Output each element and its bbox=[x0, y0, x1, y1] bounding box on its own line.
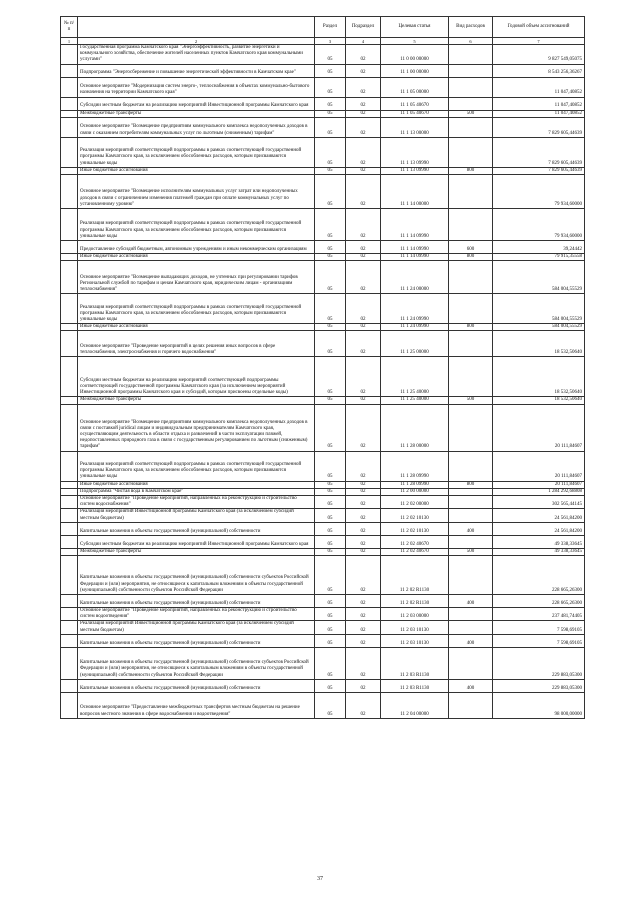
row-expense-type: 400 bbox=[449, 634, 493, 647]
row-number bbox=[61, 481, 78, 488]
row-name: Межбюджетные трансферты bbox=[78, 397, 315, 404]
row-name: Капитальные вложения в объекты государственной (муниципальной) собственности bbox=[78, 595, 315, 608]
row-target-article: 11 1 24 00000 bbox=[381, 261, 449, 294]
header-index: 7 bbox=[493, 38, 585, 45]
row-subsection: 02 bbox=[346, 647, 381, 679]
row-number bbox=[61, 548, 78, 555]
row-target-article: 11 1 05 40670 bbox=[381, 110, 449, 117]
row-amount: 18 532,50640 bbox=[493, 357, 585, 397]
row-target-article: 11 1 14 00000 bbox=[381, 175, 449, 209]
row-target-article: 11 2 03 R1130 bbox=[381, 679, 449, 692]
header-name bbox=[78, 17, 315, 38]
row-expense-type bbox=[449, 209, 493, 241]
table-row bbox=[61, 254, 585, 261]
row-subsection: 02 bbox=[346, 621, 381, 634]
row-name: Подпрограмма "Чистая вода в Камчатском крае" bbox=[78, 488, 315, 495]
budget-table-page bbox=[60, 16, 584, 719]
row-name: Субсидии местным бюджетам на реализацию мероприятий Инвестиционной программы Камчатского края bbox=[78, 97, 315, 110]
header-annual-amount: Годовой объем ассигнований bbox=[493, 17, 585, 38]
row-expense-type bbox=[449, 97, 493, 110]
row-subsection: 02 bbox=[346, 548, 381, 555]
row-subsection: 02 bbox=[346, 77, 381, 97]
page-number: 37 bbox=[317, 876, 323, 882]
row-section: 05 bbox=[315, 254, 346, 261]
row-amount: 49 338,33645 bbox=[493, 535, 585, 548]
row-expense-type bbox=[449, 64, 493, 77]
row-number bbox=[61, 77, 78, 97]
row-section: 05 bbox=[315, 535, 346, 548]
table-row bbox=[61, 509, 585, 522]
row-expense-type bbox=[449, 175, 493, 209]
row-name: Межбюджетные трансферты bbox=[78, 548, 315, 555]
row-number bbox=[61, 621, 78, 634]
row-name: Реализация мероприятий соответствующей подпрограммы в рамках соответствующей государственной программы Камчатского края, за исключением обособленных расходов, которым присваиваются уникальные коды bbox=[78, 137, 315, 167]
row-section: 05 bbox=[315, 692, 346, 718]
row-name: Подпрограмма "Энергосбережение и повышение энергетической эффективности в Камчатском крае" bbox=[78, 64, 315, 77]
table-row bbox=[61, 45, 585, 65]
table-row bbox=[61, 647, 585, 679]
row-amount: 18 532,50640 bbox=[493, 397, 585, 404]
row-subsection: 02 bbox=[346, 97, 381, 110]
row-target-article: 11 2 03 10130 bbox=[381, 621, 449, 634]
header-expense-type: Вид расходов bbox=[449, 17, 493, 38]
row-target-article: 11 1 05 40670 bbox=[381, 97, 449, 110]
row-section: 05 bbox=[315, 397, 346, 404]
table-row bbox=[61, 64, 585, 77]
row-number bbox=[61, 110, 78, 117]
row-expense-type: 500 bbox=[449, 548, 493, 555]
row-name: Реализация мероприятий соответствующей подпрограммы в рамках соответствующей государственной программы Камчатского края, за исключением обособленных расходов, которым присваиваются уникальные коды bbox=[78, 209, 315, 241]
row-expense-type bbox=[449, 496, 493, 509]
table-row bbox=[61, 137, 585, 167]
row-expense-type bbox=[449, 357, 493, 397]
row-section: 05 bbox=[315, 117, 346, 137]
row-target-article: 11 2 02 R1130 bbox=[381, 595, 449, 608]
row-target-article: 11 1 13 09990 bbox=[381, 167, 449, 174]
row-name: Капитальные вложения в объекты государственной (муниципальной) собственности субъектов Российской Федерации и (или) мероприятия, не относящиеся к капитальным вложениям в объекты государственной (муниципальной) собственности субъектов Российской Федерации bbox=[78, 556, 315, 595]
row-name: Реализация мероприятий соответствующей подпрограммы в рамках соответствующей государственной программы Камчатского края, за исключением обособленных расходов, которым присваиваются уникальные коды bbox=[78, 294, 315, 324]
row-target-article: 11 2 03 00000 bbox=[381, 608, 449, 621]
row-section: 05 bbox=[315, 481, 346, 488]
table-row bbox=[61, 488, 585, 495]
row-target-article: 11 1 14 09990 bbox=[381, 254, 449, 261]
row-name: Предоставление субсидий бюджетным, автономным учреждениям и иным некоммерческим организациям bbox=[78, 241, 315, 254]
row-target-article: 11 1 24 09990 bbox=[381, 294, 449, 324]
row-amount: 24 561,84200 bbox=[493, 509, 585, 522]
row-subsection: 02 bbox=[346, 167, 381, 174]
row-section: 05 bbox=[315, 357, 346, 397]
row-name: Основное мероприятие "Возмещение исполнителям коммунальных услуг затрат или недополученных доходов в связи с ограничением изменения платежей граждан при оплате коммунальных услуг по установленному уровню" bbox=[78, 175, 315, 209]
row-section: 05 bbox=[315, 679, 346, 692]
row-target-article: 11 1 14 09990 bbox=[381, 209, 449, 241]
row-number bbox=[61, 488, 78, 495]
row-subsection: 02 bbox=[346, 488, 381, 495]
row-section: 05 bbox=[315, 451, 346, 481]
row-section: 05 bbox=[315, 294, 346, 324]
table-row bbox=[61, 357, 585, 397]
row-subsection: 02 bbox=[346, 509, 381, 522]
row-amount: 9 827 549,05075 bbox=[493, 45, 585, 65]
row-number bbox=[61, 451, 78, 481]
row-target-article: 11 2 04 00000 bbox=[381, 692, 449, 718]
row-section: 05 bbox=[315, 167, 346, 174]
row-section: 05 bbox=[315, 175, 346, 209]
table-row bbox=[61, 451, 585, 481]
row-number bbox=[61, 241, 78, 254]
row-amount: 18 532,50640 bbox=[493, 331, 585, 357]
row-expense-type: 400 bbox=[449, 595, 493, 608]
row-section: 05 bbox=[315, 137, 346, 167]
row-subsection: 02 bbox=[346, 254, 381, 261]
row-subsection: 02 bbox=[346, 357, 381, 397]
table-row bbox=[61, 261, 585, 294]
row-expense-type bbox=[449, 137, 493, 167]
row-expense-type bbox=[449, 556, 493, 595]
row-subsection: 02 bbox=[346, 64, 381, 77]
row-amount: 7 829 605,44639 bbox=[493, 117, 585, 137]
table-row bbox=[61, 548, 585, 555]
row-target-article: 11 2 03 10130 bbox=[381, 634, 449, 647]
row-subsection: 02 bbox=[346, 241, 381, 254]
header-target-article: Целевая статья bbox=[381, 17, 449, 38]
row-expense-type bbox=[449, 294, 493, 324]
header-subsection: Подраздел bbox=[346, 17, 381, 38]
row-amount: 7 598,69105 bbox=[493, 621, 585, 634]
table-body bbox=[61, 45, 585, 719]
row-number bbox=[61, 209, 78, 241]
row-expense-type bbox=[449, 692, 493, 718]
row-name: Основное мероприятие "Предоставление межбюджетных трансфертов местным бюджетам на решение вопросов местного значения в сфере водоснабжения и водоотведения" bbox=[78, 692, 315, 718]
row-number bbox=[61, 404, 78, 451]
row-subsection: 02 bbox=[346, 692, 381, 718]
table-row bbox=[61, 324, 585, 331]
row-subsection: 02 bbox=[346, 110, 381, 117]
row-subsection: 02 bbox=[346, 397, 381, 404]
row-amount: 7 829 605,44639 bbox=[493, 167, 585, 174]
row-amount: 7 598,69105 bbox=[493, 634, 585, 647]
row-target-article: 11 1 25 00000 bbox=[381, 331, 449, 357]
row-expense-type: 500 bbox=[449, 110, 493, 117]
row-name: Иные бюджетные ассигнования bbox=[78, 324, 315, 331]
row-amount: 11 047,40852 bbox=[493, 77, 585, 97]
row-target-article: 11 2 02 10130 bbox=[381, 522, 449, 535]
row-section: 05 bbox=[315, 509, 346, 522]
row-target-article: 11 1 13 00000 bbox=[381, 117, 449, 137]
row-expense-type bbox=[449, 77, 493, 97]
header-index: 1 bbox=[61, 38, 78, 45]
row-number bbox=[61, 45, 78, 65]
row-number bbox=[61, 496, 78, 509]
row-section: 05 bbox=[315, 261, 346, 294]
row-expense-type: 800 bbox=[449, 324, 493, 331]
row-expense-type: 400 bbox=[449, 679, 493, 692]
row-amount: 584 004,55529 bbox=[493, 294, 585, 324]
row-number bbox=[61, 167, 78, 174]
row-name: Субсидии местным бюджетам на реализацию мероприятий соответствующей подпрограммы соответствующей государственной программы Камчатского края (за исключением мероприятий Инвестиционной программы Камчатского края и субсидий, которым присвоены отдельные коды) bbox=[78, 357, 315, 397]
table-row bbox=[61, 608, 585, 621]
row-target-article: 11 1 24 09990 bbox=[381, 324, 449, 331]
row-name: Иные бюджетные ассигнования bbox=[78, 481, 315, 488]
row-name: Основное мероприятие "Модернизация систем энерго-, теплоснабжения в объектах коммунально-бытового назначения на территории Камчатского края" bbox=[78, 77, 315, 97]
row-target-article: 11 2 02 40670 bbox=[381, 548, 449, 555]
row-amount: 584 004,55529 bbox=[493, 261, 585, 294]
table-row bbox=[61, 404, 585, 451]
row-name: Реализация мероприятий Инвестиционной программы Камчатского края (за исключением субсидий местным бюджетам) bbox=[78, 621, 315, 634]
row-name: Капитальные вложения в объекты государственной (муниципальной) собственности bbox=[78, 522, 315, 535]
table-row bbox=[61, 77, 585, 97]
row-expense-type: 800 bbox=[449, 481, 493, 488]
row-number bbox=[61, 634, 78, 647]
table-row bbox=[61, 175, 585, 209]
row-target-article: 11 2 02 00000 bbox=[381, 496, 449, 509]
table-row bbox=[61, 556, 585, 595]
table-row bbox=[61, 97, 585, 110]
row-name: Иные бюджетные ассигнования bbox=[78, 254, 315, 261]
table-row bbox=[61, 209, 585, 241]
row-subsection: 02 bbox=[346, 608, 381, 621]
row-subsection: 02 bbox=[346, 595, 381, 608]
row-amount: 20 111,84607 bbox=[493, 481, 585, 488]
row-subsection: 02 bbox=[346, 404, 381, 451]
row-target-article: 11 2 00 00000 bbox=[381, 488, 449, 495]
row-section: 05 bbox=[315, 241, 346, 254]
row-number bbox=[61, 254, 78, 261]
row-amount: 1 284 292,68808 bbox=[493, 488, 585, 495]
table-row bbox=[61, 481, 585, 488]
row-expense-type bbox=[449, 404, 493, 451]
row-expense-type bbox=[449, 621, 493, 634]
table-row bbox=[61, 241, 585, 254]
row-amount: 24 561,84200 bbox=[493, 522, 585, 535]
row-number bbox=[61, 175, 78, 209]
row-target-article: 11 1 05 00000 bbox=[381, 77, 449, 97]
row-amount: 49 338,33645 bbox=[493, 548, 585, 555]
header-index: 3 bbox=[315, 38, 346, 45]
row-expense-type bbox=[449, 45, 493, 65]
row-target-article: 11 1 28 09990 bbox=[381, 451, 449, 481]
row-name: Иные бюджетные ассигнования bbox=[78, 167, 315, 174]
header-index: 6 bbox=[449, 38, 493, 45]
row-name: Межбюджетные трансферты bbox=[78, 110, 315, 117]
row-section: 05 bbox=[315, 324, 346, 331]
row-expense-type bbox=[449, 488, 493, 495]
row-subsection: 02 bbox=[346, 679, 381, 692]
row-expense-type: 800 bbox=[449, 254, 493, 261]
row-target-article: 11 1 14 09990 bbox=[381, 241, 449, 254]
table-row bbox=[61, 117, 585, 137]
row-expense-type: 400 bbox=[449, 522, 493, 535]
table-row bbox=[61, 397, 585, 404]
row-target-article: 11 1 25 40000 bbox=[381, 357, 449, 397]
row-amount: 7 829 605,44639 bbox=[493, 137, 585, 167]
header-index: 5 bbox=[381, 38, 449, 45]
row-subsection: 02 bbox=[346, 294, 381, 324]
table-row bbox=[61, 496, 585, 509]
table-row bbox=[61, 167, 585, 174]
row-name: Основное мероприятие "Проведение мероприятий, направленных на реконструкцию и строительство систем водоснабжения" bbox=[78, 496, 315, 509]
table-header bbox=[61, 17, 585, 45]
row-number bbox=[61, 556, 78, 595]
row-amount: 20 111,84607 bbox=[493, 404, 585, 451]
row-subsection: 02 bbox=[346, 496, 381, 509]
row-section: 05 bbox=[315, 331, 346, 357]
row-number bbox=[61, 64, 78, 77]
row-name: Капитальные вложения в объекты государственной (муниципальной) собственности субъектов Российской Федерации и (или) мероприятия, не относящиеся к капитальным вложениям в объекты государственной (муниципальной) собственности субъектов Российской Федерации bbox=[78, 647, 315, 679]
row-number bbox=[61, 137, 78, 167]
row-amount: 228 665,26300 bbox=[493, 595, 585, 608]
row-target-article: 11 1 28 00000 bbox=[381, 404, 449, 451]
row-amount: 79 934,60000 bbox=[493, 175, 585, 209]
row-amount: 11 047,40852 bbox=[493, 97, 585, 110]
row-subsection: 02 bbox=[346, 261, 381, 294]
table-row bbox=[61, 522, 585, 535]
row-number bbox=[61, 535, 78, 548]
row-subsection: 02 bbox=[346, 331, 381, 357]
row-amount: 584 004,55529 bbox=[493, 324, 585, 331]
row-section: 05 bbox=[315, 209, 346, 241]
row-section: 05 bbox=[315, 647, 346, 679]
table-row bbox=[61, 110, 585, 117]
row-subsection: 02 bbox=[346, 634, 381, 647]
row-subsection: 02 bbox=[346, 324, 381, 331]
row-section: 05 bbox=[315, 110, 346, 117]
row-amount: 79 934,60000 bbox=[493, 209, 585, 241]
header-index: 2 bbox=[78, 38, 315, 45]
row-number bbox=[61, 117, 78, 137]
row-amount: 79 915,35558 bbox=[493, 254, 585, 261]
row-number bbox=[61, 608, 78, 621]
header-section: Раздел bbox=[315, 17, 346, 38]
row-section: 05 bbox=[315, 556, 346, 595]
row-name: Государственная программа Камчатского края "Энергоэффективность, развитие энергетики и коммунального хозяйства, обеспечение жителей населенных пунктов Камчатского края коммунальными услугами" bbox=[78, 45, 315, 65]
row-name: Реализация мероприятий Инвестиционной программы Камчатского края (за исключением субсидий местным бюджетам) bbox=[78, 509, 315, 522]
row-subsection: 02 bbox=[346, 535, 381, 548]
row-section: 05 bbox=[315, 595, 346, 608]
row-target-article: 11 2 02 R1130 bbox=[381, 556, 449, 595]
row-number bbox=[61, 595, 78, 608]
row-target-article: 11 2 02 10130 bbox=[381, 509, 449, 522]
header-number: № п/п bbox=[61, 17, 78, 38]
row-subsection: 02 bbox=[346, 451, 381, 481]
row-amount: 20 111,84607 bbox=[493, 451, 585, 481]
row-expense-type: 600 bbox=[449, 241, 493, 254]
row-subsection: 02 bbox=[346, 117, 381, 137]
row-name: Субсидии местным бюджетам на реализацию мероприятий Инвестиционной программы Камчатского края bbox=[78, 535, 315, 548]
row-target-article: 11 0 00 00000 bbox=[381, 45, 449, 65]
row-name: Основное мероприятие "Возмещение предприятиям коммунального комплекса недополученных доходов в связи с поставкой juridical лицам и индивидуальным предпринимателям Камчатского края, осуществляющим деятельность в области отдыха и развлечений в части эксплуатации пляжей, недопоставленных природного газа в связи с государственным регулированием по льготным (сниженным) тарифам" bbox=[78, 404, 315, 451]
table-row bbox=[61, 595, 585, 608]
row-name: Капитальные вложения в объекты государственной (муниципальной) собственности bbox=[78, 679, 315, 692]
table-row bbox=[61, 679, 585, 692]
row-section: 05 bbox=[315, 77, 346, 97]
row-target-article: 11 1 00 00000 bbox=[381, 64, 449, 77]
row-target-article: 11 1 13 09990 bbox=[381, 137, 449, 167]
table-row bbox=[61, 692, 585, 718]
row-number bbox=[61, 331, 78, 357]
row-name: Основное мероприятие "Проведение мероприятий в целях решения иных вопросов в сфере теплоснабжения, электроснабжения и горячего водоснабжения" bbox=[78, 331, 315, 357]
row-subsection: 02 bbox=[346, 45, 381, 65]
row-number bbox=[61, 261, 78, 294]
row-section: 05 bbox=[315, 488, 346, 495]
row-section: 05 bbox=[315, 404, 346, 451]
row-number bbox=[61, 357, 78, 397]
row-expense-type bbox=[449, 261, 493, 294]
row-number bbox=[61, 397, 78, 404]
row-amount: 11 047,40852 bbox=[493, 110, 585, 117]
row-amount: 229 883,05300 bbox=[493, 679, 585, 692]
row-section: 05 bbox=[315, 496, 346, 509]
row-subsection: 02 bbox=[346, 522, 381, 535]
row-name: Основное мероприятие "Возмещение выпадающих доходов, не учтенных при регулировании тарифов Региональной службой по тарифам и ценам Камчатского края, юридическим лицам - организациям теплоснабжения" bbox=[78, 261, 315, 294]
row-amount: 302 565,44145 bbox=[493, 496, 585, 509]
row-section: 05 bbox=[315, 64, 346, 77]
row-name: Реализация мероприятий соответствующей подпрограммы в рамках соответствующей государственной программы Камчатского края, за исключением обособленных расходов, которым присваиваются уникальные коды bbox=[78, 451, 315, 481]
row-expense-type bbox=[449, 451, 493, 481]
row-amount: 229 883,05300 bbox=[493, 647, 585, 679]
row-section: 05 bbox=[315, 621, 346, 634]
table-row bbox=[61, 535, 585, 548]
row-amount: 98 000,00000 bbox=[493, 692, 585, 718]
row-name: Основное мероприятие "Возмещение предприятиям коммунального комплекса недополученных доходов в связи с оказанием потребителям коммунальных услуг по льготным (сниженным) тарифам" bbox=[78, 117, 315, 137]
row-name: Основное мероприятие "Проведение мероприятий, направленных на реконструкцию и строительство систем водоотведения" bbox=[78, 608, 315, 621]
header-index: 4 bbox=[346, 38, 381, 45]
row-subsection: 02 bbox=[346, 556, 381, 595]
row-amount: 228 665,26300 bbox=[493, 556, 585, 595]
row-amount: 39,24442 bbox=[493, 241, 585, 254]
row-expense-type bbox=[449, 509, 493, 522]
row-subsection: 02 bbox=[346, 175, 381, 209]
table-row bbox=[61, 621, 585, 634]
row-expense-type bbox=[449, 608, 493, 621]
row-expense-type bbox=[449, 117, 493, 137]
row-number bbox=[61, 97, 78, 110]
row-section: 05 bbox=[315, 548, 346, 555]
row-subsection: 02 bbox=[346, 209, 381, 241]
row-section: 05 bbox=[315, 608, 346, 621]
row-expense-type bbox=[449, 535, 493, 548]
table-row bbox=[61, 294, 585, 324]
row-expense-type: 500 bbox=[449, 397, 493, 404]
row-number bbox=[61, 522, 78, 535]
row-expense-type: 800 bbox=[449, 167, 493, 174]
row-section: 05 bbox=[315, 97, 346, 110]
row-section: 05 bbox=[315, 45, 346, 65]
budget-table bbox=[60, 16, 585, 719]
row-target-article: 11 1 25 40000 bbox=[381, 397, 449, 404]
table-row bbox=[61, 634, 585, 647]
row-number bbox=[61, 324, 78, 331]
table-row bbox=[61, 331, 585, 357]
row-expense-type bbox=[449, 331, 493, 357]
row-expense-type bbox=[449, 647, 493, 679]
row-number bbox=[61, 647, 78, 679]
row-subsection: 02 bbox=[346, 137, 381, 167]
row-name: Капитальные вложения в объекты государственной (муниципальной) собственности bbox=[78, 634, 315, 647]
row-target-article: 11 1 28 09990 bbox=[381, 481, 449, 488]
row-section: 05 bbox=[315, 522, 346, 535]
row-number bbox=[61, 294, 78, 324]
row-target-article: 11 2 03 R1130 bbox=[381, 647, 449, 679]
row-subsection: 02 bbox=[346, 481, 381, 488]
row-number bbox=[61, 679, 78, 692]
row-amount: 8 543 256,36267 bbox=[493, 64, 585, 77]
row-target-article: 11 2 02 40670 bbox=[381, 535, 449, 548]
row-amount: 237 481,74405 bbox=[493, 608, 585, 621]
row-number bbox=[61, 692, 78, 718]
row-section: 05 bbox=[315, 634, 346, 647]
row-number bbox=[61, 509, 78, 522]
